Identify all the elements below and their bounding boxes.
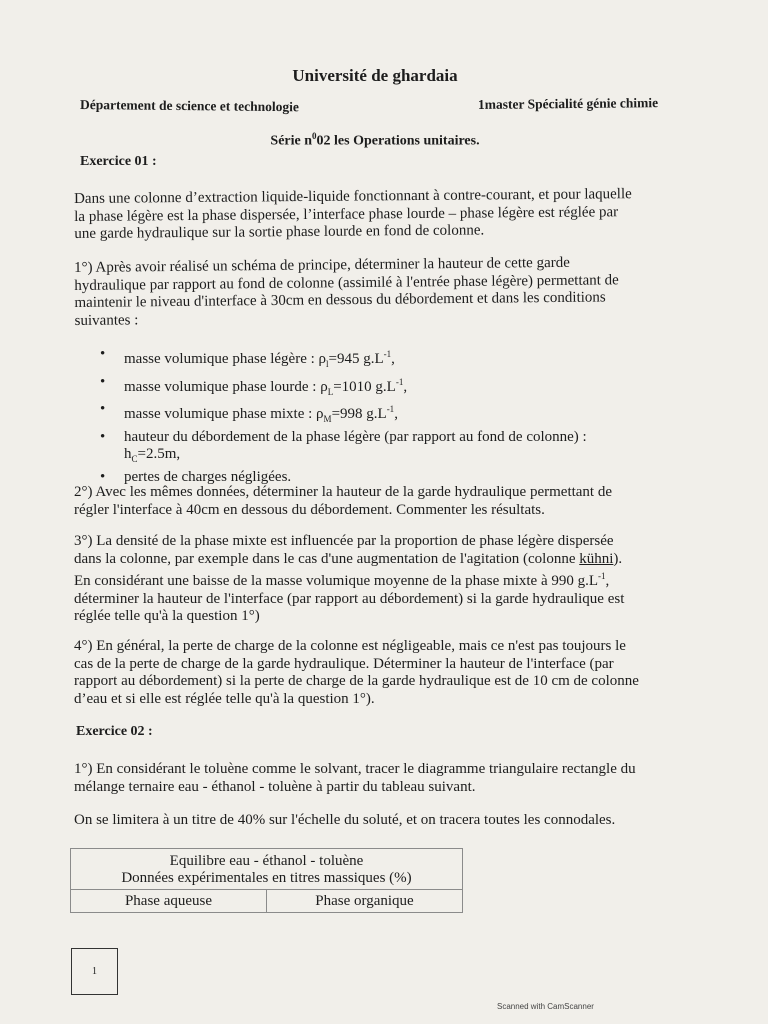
intro-line: une garde hydraulique sur la sortie phase lourde en fond de colonne. bbox=[74, 222, 485, 242]
list-item bbox=[100, 346, 660, 374]
q1-line: hydraulique par rapport au fond de colonne (assimilé à l'entrée phase légère) permettant de bbox=[74, 271, 619, 294]
exercise1-intro bbox=[74, 186, 674, 244]
bullet-icon: • bbox=[100, 346, 106, 362]
bullet-text: hauteur du débordement de la phase légère (par rapport au fond de colonne) : bbox=[124, 428, 587, 445]
bullet-icon: • bbox=[100, 373, 106, 390]
scanner-watermark: Scanned with CamScanner bbox=[497, 1002, 594, 1011]
bullet-icon: • bbox=[100, 468, 106, 485]
q3-text: ). bbox=[613, 550, 623, 567]
bullet-rest: =1010 g.L bbox=[333, 378, 396, 395]
bullet-sub: C bbox=[131, 454, 138, 464]
table-header-line: Equilibre eau - éthanol - toluène bbox=[169, 853, 364, 869]
table-header-cell bbox=[71, 849, 463, 890]
bullet-rest: =2.5m, bbox=[137, 446, 181, 462]
bullet-sub: l bbox=[326, 359, 329, 369]
bullet-text: masse volumique phase lourde : ρ bbox=[124, 378, 328, 395]
department-label: Département de science et technologie bbox=[79, 97, 300, 115]
university-title: Université de ghardaia bbox=[292, 66, 458, 85]
exercise1-title: Exercice 01 : bbox=[80, 154, 157, 169]
q3-line: réglée telle qu'à la question 1°) bbox=[74, 608, 260, 624]
table-column-header: Phase organique bbox=[267, 890, 463, 913]
bullet-end: , bbox=[394, 406, 398, 422]
bullet-sup: -1 bbox=[383, 349, 392, 359]
conditions-list bbox=[100, 346, 660, 486]
q3-line bbox=[74, 551, 674, 569]
bullet-icon: • bbox=[100, 401, 106, 417]
intro-line: la phase légère est la phase dispersée, l’interface phase lourde – phase légère est réglée par bbox=[74, 203, 619, 225]
table-column-header: Phase aqueuse bbox=[71, 890, 267, 913]
q3-text: , bbox=[605, 573, 610, 589]
exercise1-question2 bbox=[74, 484, 674, 519]
q2-line: régler l'interface à 40cm en dessous du débordement. Commenter les résultats. bbox=[74, 501, 545, 518]
q1-line: suivantes : bbox=[74, 311, 139, 329]
list-item bbox=[100, 401, 660, 429]
q3-text: En considérant une baisse de la masse volumique moyenne de la phase mixte à 990 g.L bbox=[74, 573, 599, 589]
q3-line: 3°) La densité de la phase mixte est influencée par la proportion de phase légère dispersée bbox=[74, 533, 614, 549]
ex2-q1-line: 1°) En considérant le toluène comme le solvant, tracer le diagramme triangulaire rectangle du bbox=[74, 761, 636, 777]
bullet-sub: M bbox=[323, 414, 332, 424]
intro-line: Dans une colonne d’extraction liquide-liquide fonctionnant à contre-courant, et pour laquelle bbox=[74, 186, 632, 207]
series-sup: 0 bbox=[312, 131, 317, 141]
page-number: 1 bbox=[71, 948, 118, 995]
series-title bbox=[0, 131, 750, 150]
bullet-text: masse volumique phase mixte : ρ bbox=[124, 406, 324, 422]
q3-text: dans la colonne, par exemple dans le cas d'une augmentation de l'agitation (colonne bbox=[74, 550, 580, 567]
q4-line: d’eau et si elle est réglée telle qu'à la question 1°). bbox=[74, 690, 375, 707]
bullet-end: , bbox=[391, 351, 395, 367]
ex2-q1-line: mélange ternaire eau - éthanol - toluène à partir du tableau suivant. bbox=[74, 778, 476, 795]
exercise2-title: Exercice 02 : bbox=[76, 724, 153, 739]
table-row bbox=[71, 849, 463, 890]
bullet-sup: -1 bbox=[386, 404, 395, 414]
exercise2-note bbox=[74, 812, 674, 830]
bullet-text: pertes de charges négligées. bbox=[124, 468, 292, 485]
series-prefix: Série n bbox=[270, 133, 313, 149]
table-header-line: Données expérimentales en titres massiques (%) bbox=[121, 870, 412, 886]
q3-underlined: kühni bbox=[579, 550, 614, 567]
q3-sup: -1 bbox=[598, 571, 606, 581]
bullet-sub: L bbox=[327, 386, 334, 397]
list-item bbox=[100, 374, 660, 402]
program-label: 1master Spécialité génie chimie bbox=[477, 95, 659, 112]
exercise2-question1 bbox=[74, 761, 674, 796]
q4-line: 4°) En général, la perte de charge de la colonne est négligeable, mais ce n'est pas toujours le bbox=[74, 638, 626, 654]
q1-line: maintenir le niveau d'interface à 30cm en dessous du débordement et dans les conditions bbox=[74, 289, 606, 311]
series-suffix: 02 les Operations unitaires. bbox=[316, 133, 480, 149]
exercise1-question4 bbox=[74, 638, 674, 708]
q2-line: 2°) Avec les mêmes données, déterminer la hauteur de la garde hydraulique permettant de bbox=[74, 484, 613, 500]
bullet-icon: • bbox=[100, 428, 106, 445]
q1-line: 1°) Après avoir réalisé un schéma de principe, déterminer la hauteur de cette garde bbox=[74, 254, 570, 276]
bullet-sup: -1 bbox=[395, 376, 404, 387]
list-item bbox=[100, 429, 660, 469]
q3-line: déterminer la hauteur de l'interface (par rapport au débordement) si la garde hydraulique est bbox=[74, 590, 625, 607]
q4-line: rapport au débordement) si la perte de charge de la garde hydraulique est de 10 cm de colonne bbox=[74, 673, 639, 689]
q4-line: cas de la perte de charge de la garde hydraulique. Déterminer la hauteur de l'interface (par bbox=[74, 655, 614, 672]
bullet-text: masse volumique phase légère : ρ bbox=[124, 351, 327, 367]
q3-line bbox=[74, 568, 674, 591]
bullet-end: , bbox=[403, 378, 408, 395]
bullet-prefix: h bbox=[124, 446, 132, 462]
bullet-rest: =945 g.L bbox=[328, 351, 384, 367]
ex2-note-line: On se limitera à un titre de 40% sur l'échelle du soluté, et on tracera toutes les connodales. bbox=[74, 812, 616, 828]
equilibrium-table bbox=[70, 848, 463, 913]
table-row bbox=[71, 890, 463, 913]
exercise1-question1 bbox=[74, 254, 675, 330]
exercise1-question3 bbox=[74, 533, 674, 626]
bullet-rest: =998 g.L bbox=[331, 406, 387, 422]
bullet-continuation bbox=[124, 446, 660, 469]
